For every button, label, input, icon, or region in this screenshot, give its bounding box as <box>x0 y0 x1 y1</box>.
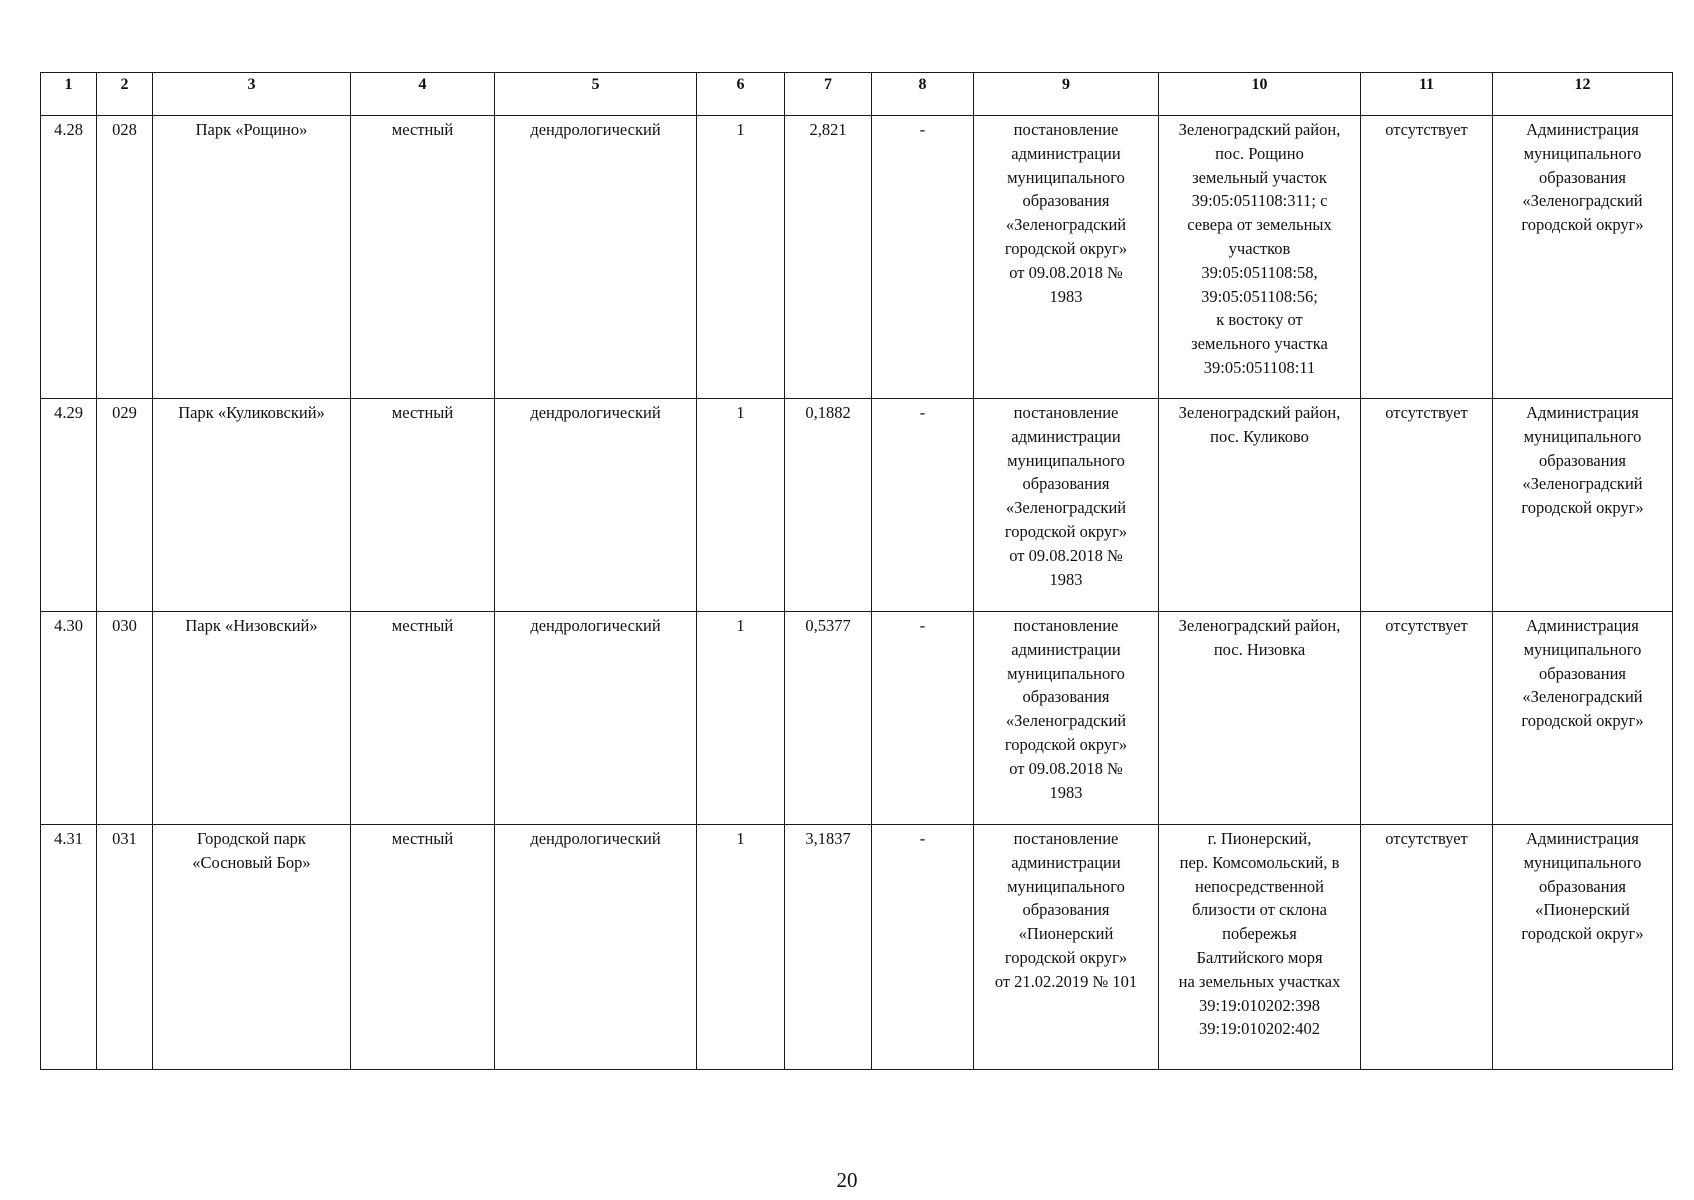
cell-text: отсутствует <box>1385 616 1468 635</box>
cell-administration <box>1493 116 1673 399</box>
header-col-5: 5 <box>495 73 697 116</box>
cell-col-11 <box>1361 825 1493 1070</box>
cell-name <box>153 116 351 399</box>
cell-decree <box>974 825 1159 1070</box>
cell-code <box>97 116 153 399</box>
cell-text: Администрация муниципального образования «Зеленоградский городской округ» <box>1521 403 1644 518</box>
cell-text: дендрологический <box>530 616 661 635</box>
cell-col-8 <box>872 116 974 399</box>
table-row <box>41 399 1673 612</box>
cell-text: отсутствует <box>1385 829 1468 848</box>
cell-col-11 <box>1361 116 1493 399</box>
cell-text: Парк «Рощино» <box>195 120 308 139</box>
header-col-4: 4 <box>351 73 495 116</box>
cell-text: 030 <box>112 616 137 635</box>
cell-code <box>97 612 153 825</box>
table-row <box>41 116 1673 399</box>
cell-decree <box>974 116 1159 399</box>
cell-text: 031 <box>112 829 137 848</box>
cell-text: 4.31 <box>54 829 83 848</box>
protected-areas-table <box>40 72 1673 1070</box>
cell-text: 1 <box>736 120 745 139</box>
cell-text: дендрологический <box>530 403 661 422</box>
cell-significance <box>351 612 495 825</box>
cell-area <box>785 825 872 1070</box>
cell-text: - <box>919 403 926 422</box>
cell-text: Городской парк «Сосновый Бор» <box>192 829 311 872</box>
table-header <box>41 73 1673 116</box>
cell-location <box>1159 612 1361 825</box>
cell-significance <box>351 825 495 1070</box>
cell-text: местный <box>391 616 454 635</box>
cell-col-6 <box>697 612 785 825</box>
cell-area <box>785 612 872 825</box>
cell-code <box>97 399 153 612</box>
cell-text: 4.28 <box>54 120 83 139</box>
cell-administration <box>1493 825 1673 1070</box>
cell-col-6 <box>697 399 785 612</box>
cell-text: местный <box>391 829 454 848</box>
header-col-1: 1 <box>41 73 97 116</box>
cell-col-8 <box>872 612 974 825</box>
cell-text: Зеленоградский район, пос. Куликово <box>1178 403 1341 446</box>
cell-profile <box>495 399 697 612</box>
cell-significance <box>351 116 495 399</box>
cell-number <box>41 825 97 1070</box>
table-body <box>41 116 1673 1070</box>
header-col-7: 7 <box>785 73 872 116</box>
cell-text: Администрация муниципального образования «Пионерский городской округ» <box>1521 829 1644 944</box>
cell-text: 1 <box>736 616 745 635</box>
cell-text: отсутствует <box>1385 403 1468 422</box>
cell-col-11 <box>1361 399 1493 612</box>
cell-text: Парк «Низовский» <box>185 616 318 635</box>
header-col-12: 12 <box>1493 73 1673 116</box>
cell-location <box>1159 116 1361 399</box>
cell-name <box>153 612 351 825</box>
cell-text: 3,1837 <box>805 829 851 848</box>
cell-profile <box>495 116 697 399</box>
cell-administration <box>1493 612 1673 825</box>
cell-text: Администрация муниципального образования «Зеленоградский городской округ» <box>1521 120 1644 235</box>
header-col-2: 2 <box>97 73 153 116</box>
table-row <box>41 825 1673 1070</box>
cell-decree <box>974 399 1159 612</box>
cell-text: дендрологический <box>530 829 661 848</box>
cell-number <box>41 612 97 825</box>
cell-text: г. Пионерский, пер. Комсомольский, в непосредственной близости от склона побережья Балтийского моря на земельных участках 39:19:010202:398 39:19:010202:402 <box>1178 829 1341 1039</box>
cell-number <box>41 399 97 612</box>
cell-col-11 <box>1361 612 1493 825</box>
cell-text: постановление администрации муниципального образования «Пионерский городской округ» от 21.02.2019 № 101 <box>994 829 1138 991</box>
page-number: 20 <box>836 1168 858 1192</box>
cell-text: Зеленоградский район, пос. Низовка <box>1178 616 1341 659</box>
header-col-3: 3 <box>153 73 351 116</box>
cell-text: 028 <box>112 120 137 139</box>
cell-text: Зеленоградский район, пос. Рощино земельный участок 39:05:051108:311; с севера от земельных участков 39:05:051108:58, 39:05:051108:56; к востоку от земельного участка 39:05:051108:11 <box>1178 120 1341 377</box>
cell-text: - <box>919 616 926 635</box>
cell-text: местный <box>391 403 454 422</box>
cell-profile <box>495 825 697 1070</box>
cell-profile <box>495 612 697 825</box>
cell-text: 0,1882 <box>805 403 851 422</box>
cell-location <box>1159 825 1361 1070</box>
cell-text: 1 <box>736 403 745 422</box>
cell-area <box>785 399 872 612</box>
cell-text: постановление администрации муниципального образования «Зеленоградский городской округ» от 09.08.2018 № 1983 <box>1004 120 1128 306</box>
cell-col-6 <box>697 116 785 399</box>
cell-code <box>97 825 153 1070</box>
cell-text: 029 <box>112 403 137 422</box>
cell-text: 2,821 <box>809 120 847 139</box>
cell-text: отсутствует <box>1385 120 1468 139</box>
header-col-9: 9 <box>974 73 1159 116</box>
cell-col-8 <box>872 399 974 612</box>
header-col-11: 11 <box>1361 73 1493 116</box>
cell-text: постановление администрации муниципального образования «Зеленоградский городской округ» от 09.08.2018 № 1983 <box>1004 403 1128 589</box>
cell-text: 1 <box>736 829 745 848</box>
header-col-10: 10 <box>1159 73 1361 116</box>
cell-text: 4.29 <box>54 403 83 422</box>
cell-text: дендрологический <box>530 120 661 139</box>
cell-administration <box>1493 399 1673 612</box>
cell-area <box>785 116 872 399</box>
cell-text: Парк «Куликовский» <box>178 403 325 422</box>
cell-text: местный <box>391 120 454 139</box>
cell-text: - <box>919 120 926 139</box>
cell-text: постановление администрации муниципального образования «Зеленоградский городской округ» от 09.08.2018 № 1983 <box>1004 616 1128 802</box>
cell-col-8 <box>872 825 974 1070</box>
cell-text: 0,5377 <box>805 616 851 635</box>
cell-name <box>153 399 351 612</box>
cell-col-6 <box>697 825 785 1070</box>
cell-location <box>1159 399 1361 612</box>
cell-text: Администрация муниципального образования «Зеленоградский городской округ» <box>1521 616 1644 731</box>
header-col-6: 6 <box>697 73 785 116</box>
cell-text: 4.30 <box>54 616 83 635</box>
table-row <box>41 612 1673 825</box>
header-row <box>41 73 1673 116</box>
cell-number <box>41 116 97 399</box>
header-col-8: 8 <box>872 73 974 116</box>
cell-name <box>153 825 351 1070</box>
cell-text: - <box>919 829 926 848</box>
cell-significance <box>351 399 495 612</box>
cell-decree <box>974 612 1159 825</box>
